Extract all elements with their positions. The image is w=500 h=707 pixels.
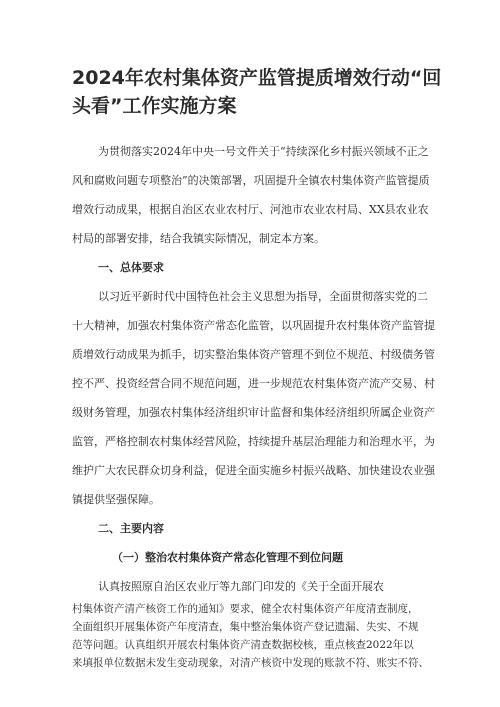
body-line: 级财务管理，加强农村集体经济组织审计监督和集体经济组织所属企业资产: [72, 406, 435, 419]
body-line: 以习近平新时代中国特色社会主义思想为指导，全面贯彻落实党的二: [98, 290, 428, 303]
intro-line: 村局的部署安排，结合我镇实际情况，制定本方案。: [72, 232, 325, 245]
body-line: 质增效行动成果为抓手，切实整治集体资产管理不到位不规范、村级债务管: [72, 348, 435, 361]
intro-line: 为贯彻落实2024年中央一号文件关于“持续深化乡村振兴领域不正之: [98, 145, 429, 158]
subsection-heading: （一）整治农村集体资产常态化管理不到位问题: [112, 551, 343, 564]
body-line: 范等问题。认真组织开展农村集体资产清查数据校核，重点核查2022年以: [72, 639, 414, 651]
intro-line: 风和腐败问题专项整治”的决策部署，巩固提升全镇农村集体资产监管提质: [72, 174, 430, 187]
body-line: 来填报单位数据未发生变动现象，对清产核资中发现的账款不符、账实不符、: [72, 657, 429, 669]
body-line: 村集体资产清产核资工作的通知》要求，健全农村集体资产年度清查制度，: [72, 603, 419, 615]
body-line: 控不严、投资经营合同不规范问题，进一步规范农村集体资产流产交易、村: [72, 377, 435, 390]
body-line: 维护广大农民群众切身利益，促进全面实施乡村振兴战略、加快建设农业强: [72, 464, 435, 477]
section-heading: 一、总体要求: [98, 261, 164, 274]
body-line: 十大精神，加强农村集体资产常态化监管，以巩固提升农村集体资产监管提: [72, 319, 435, 332]
section-heading: 二、主要内容: [98, 522, 164, 535]
body-line: 认真按照原自治区农业厅等九部门印发的《关于全面开展农: [98, 580, 384, 593]
body-line: 监管，严格控制农村集体经营风险，持续提升基层治理能力和治理水平，为: [72, 435, 435, 448]
title-line: 头看”工作实施方案: [72, 95, 237, 117]
title-line: 2024年农村集体资产监管提质增效行动“回: [72, 67, 442, 89]
document-title: [72, 64, 452, 120]
body-line: 镇提供坚强保障。: [72, 493, 160, 506]
intro-line: 增效行动成果，根据自治区农业农村厅、河池市农业农村局、XX县农业农: [72, 203, 429, 216]
body-line: 全面组织开展集体资产年度清查，集中整治集体资产登记遗漏、失实、不规: [72, 621, 419, 633]
